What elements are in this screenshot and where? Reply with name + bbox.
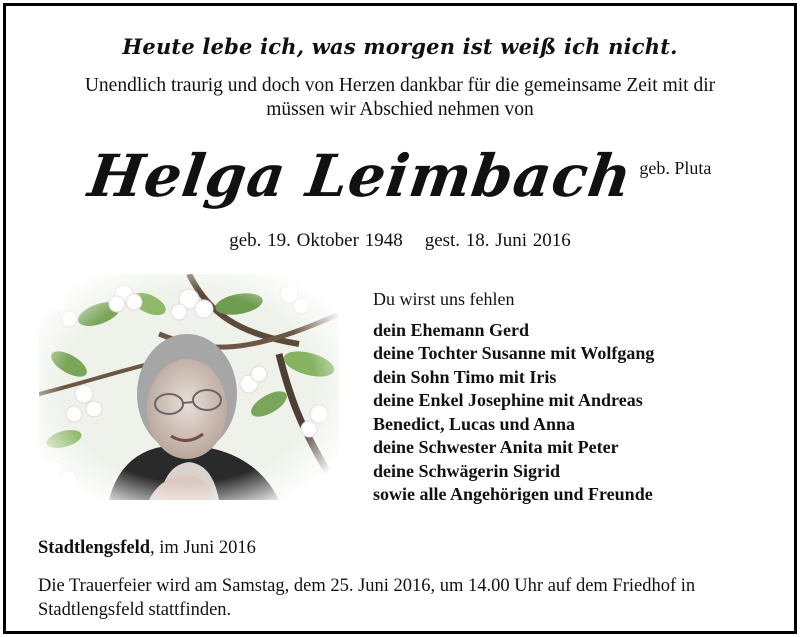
deceased-name: Helga Leimbach <box>83 142 637 210</box>
intro-line-2: müssen wir Abschied nehmen von <box>266 99 534 120</box>
death-date: gest. 18. Juni 2016 <box>424 230 571 251</box>
name-row <box>6 142 794 210</box>
obituary-notice <box>3 3 797 634</box>
mourner-line: deine Tochter Susanne mit Wolfgang <box>373 343 655 363</box>
mourner-line: deine Enkel Josephine mit Andreas <box>373 390 643 410</box>
intro-text <box>26 74 774 122</box>
mourners-block <box>373 288 654 507</box>
mourner-line: dein Ehemann Gerd <box>373 319 530 340</box>
portrait-photo <box>39 274 339 500</box>
mourner-line: deine Schwägerin Sigrid <box>373 460 561 481</box>
mourner-line: sowie alle Angehörigen und Freunde <box>373 484 653 504</box>
maiden-name: geb. Pluta <box>639 158 712 178</box>
intro-line-1: Unendlich traurig und doch von Herzen dankbar für die gemeinsame Zeit mit dir <box>84 75 716 96</box>
mourner-line: Benedict, Lucas und Anna <box>373 413 576 434</box>
place-town: Stadtlengsfeld <box>38 538 151 558</box>
motto-line: Heute lebe ich, was morgen ist weiß ich nicht. <box>122 34 678 59</box>
mourner-line: deine Schwester Anita mit Peter <box>373 437 619 457</box>
mourners-lead: Du wirst uns fehlen <box>373 289 515 309</box>
service-info <box>38 574 766 622</box>
mourner-line: dein Sohn Timo mit Iris <box>373 366 557 387</box>
birth-date: geb. 19. Oktober 1948 <box>229 230 403 251</box>
place-and-date <box>38 538 256 559</box>
life-dates <box>6 230 794 252</box>
service-line-1: Die Trauerfeier wird am Samstag, dem 25. Juni 2016, um 14.00 Uhr auf dem Friedhof in <box>38 576 696 596</box>
service-line-2: Stadtlengsfeld stattfinden. <box>38 600 232 620</box>
place-date: , im Juni 2016 <box>150 538 256 558</box>
